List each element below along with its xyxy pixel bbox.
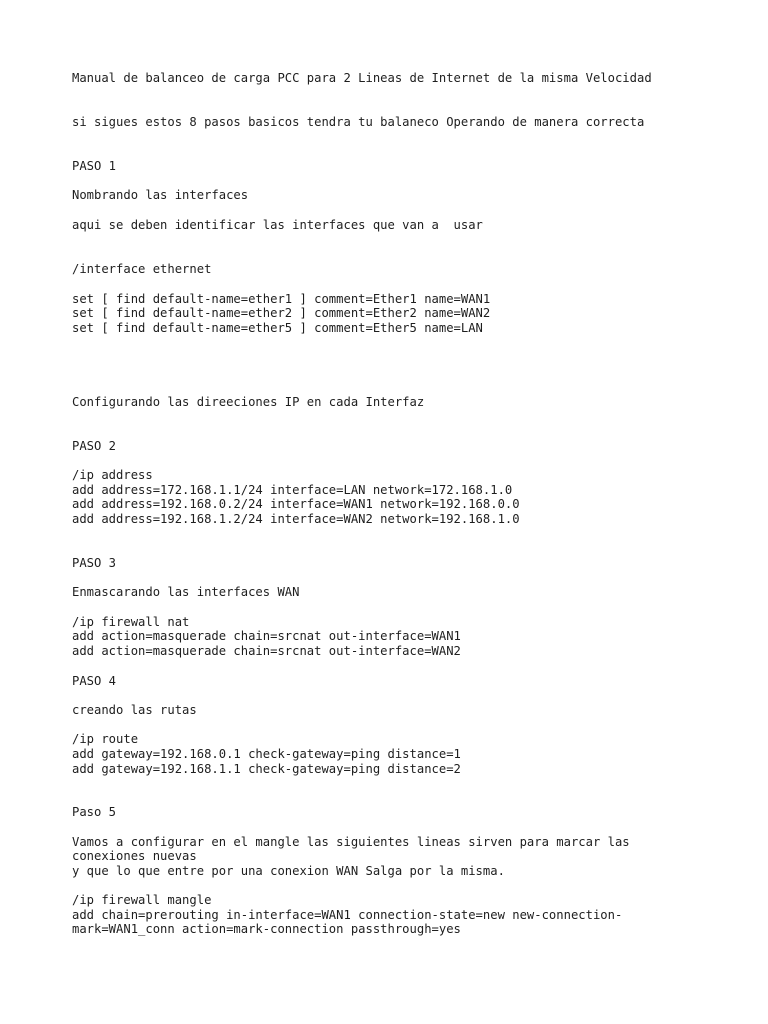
step-2-command-line: add address=172.168.1.1/24 interface=LAN network=172.168.1.0 [72, 483, 513, 497]
step-5-command-line: mark=WAN1_conn action=mark-connection passthrough=yes [72, 922, 461, 936]
step-4-command-header: /ip route [72, 732, 139, 746]
step-2-heading: PASO 2 [72, 439, 117, 453]
step-5-description-line: y que lo que entre por una conexion WAN Salga por la misma. [72, 864, 505, 878]
step-3-command-line: add action=masquerade chain=srcnat out-interface=WAN2 [72, 644, 461, 658]
step-1-command-header: /interface ethernet [72, 262, 212, 276]
document-title: Manual de balanceo de carga PCC para 2 Lineas de Internet de la misma Velocidad [72, 71, 652, 85]
step-3-subtitle: Enmascarando las interfaces WAN [72, 585, 300, 599]
step-1-command-line: set [ find default-name=ether1 ] comment=Ether1 name=WAN1 [72, 292, 491, 306]
step-2-command-header: /ip address [72, 468, 153, 482]
step-3-command-line: add action=masquerade chain=srcnat out-interface=WAN1 [72, 629, 461, 643]
step-5-heading: Paso 5 [72, 805, 117, 819]
step-5-command-header: /ip firewall mangle [72, 893, 212, 907]
step-4-command-line: add gateway=192.168.1.1 check-gateway=ping distance=2 [72, 762, 461, 776]
step-1-heading: PASO 1 [72, 159, 117, 173]
step-4-command-line: add gateway=192.168.0.1 check-gateway=ping distance=1 [72, 747, 461, 761]
step-1-description: aqui se deben identificar las interfaces que van a usar [72, 218, 483, 232]
step-1-command-line: set [ find default-name=ether5 ] comment=Ether5 name=LAN [72, 321, 483, 335]
step-1-command-line: set [ find default-name=ether2 ] comment=Ether2 name=WAN2 [72, 306, 491, 320]
step-3-command-header: /ip firewall nat [72, 615, 190, 629]
step-2-command-line: add address=192.168.1.2/24 interface=WAN2 network=192.168.1.0 [72, 512, 520, 526]
step-5-command-line: add chain=prerouting in-interface=WAN1 connection-state=new new-connection- [72, 908, 623, 922]
step-5-description-line: conexiones nuevas [72, 849, 197, 863]
step-1-subtitle: Nombrando las interfaces [72, 188, 249, 202]
step-3-heading: PASO 3 [72, 556, 117, 570]
step-4-heading: PASO 4 [72, 674, 117, 688]
section-ip-title: Configurando las direeciones IP en cada Interfaz [72, 395, 425, 409]
intro-text: si sigues estos 8 pasos basicos tendra tu balaneco Operando de manera correcta [72, 115, 645, 129]
step-5-description-line: Vamos a configurar en el mangle las siguientes lineas sirven para marcar las [72, 835, 630, 849]
step-2-command-line: add address=192.168.0.2/24 interface=WAN1 network=192.168.0.0 [72, 497, 520, 511]
step-4-subtitle: creando las rutas [72, 703, 197, 717]
